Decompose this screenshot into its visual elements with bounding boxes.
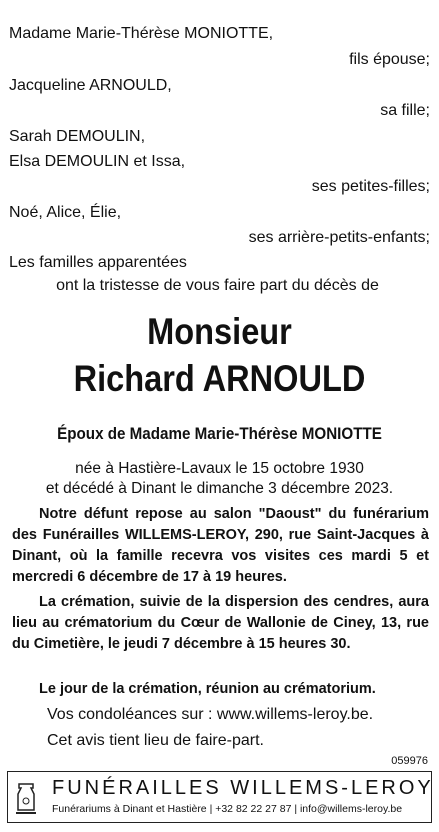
announcement-line: ont la tristesse de vous faire part du décès de xyxy=(56,277,379,294)
funeral-home-name: FUNÉRAILLES WILLEMS-LEROY xyxy=(52,777,434,799)
deceased-title: Monsieur xyxy=(147,311,292,352)
family-line-10: Les familles apparentées xyxy=(9,254,187,271)
deceased-name: Richard ARNOULD xyxy=(73,358,366,399)
reference-number: 059976 xyxy=(391,755,428,767)
family-line-9: ses arrière-petits-enfants; xyxy=(248,229,430,246)
family-line-5: Sarah DEMOULIN, xyxy=(9,128,146,145)
funeral-home-contact: Funérariums à Dinant et Hastière | +32 82 22 27 87 | info@willems-leroy.be xyxy=(52,803,403,815)
notice-line: Cet avis tient lieu de faire-part. xyxy=(47,732,264,749)
family-line-1: Madame Marie-Thérèse MONIOTTE, xyxy=(9,25,274,42)
family-line-8: Noé, Alice, Élie, xyxy=(9,204,122,221)
family-line-7: ses petites-filles; xyxy=(311,178,430,195)
family-line-2: fils épouse; xyxy=(349,51,430,68)
cremation-paragraph: La crémation, suivie de la dispersion des cendres, aura lieu au crématorium du Cœur de Wallonie de Ciney, 13, rue du Cimetière, le jeudi 7 décembre à 15 heures 30. xyxy=(12,594,429,652)
family-line-6: Elsa DEMOULIN et Issa, xyxy=(9,153,186,170)
funeral-home-banner xyxy=(7,771,432,823)
condolences-line: Vos condoléances sur : www.willems-leroy.be. xyxy=(47,706,374,723)
family-line-4: sa fille; xyxy=(380,102,430,119)
family-line-3: Jacqueline ARNOULD, xyxy=(9,77,172,94)
spouse-line: Époux de Madame Marie-Thérèse MONIOTTE xyxy=(57,425,382,443)
salon-paragraph: Notre défunt repose au salon "Daoust" du funérarium des Funérailles WILLEMS-LEROY, 290, rue Saint-Jacques à Dinant, où la famille recevra vos visites ces mardi 5 et mercredi 6 décembre de 17 à 19 heures. xyxy=(12,506,429,585)
death-line: et décédé à Dinant le dimanche 3 décembre 2023. xyxy=(45,480,394,497)
funeral-urn-logo-icon xyxy=(14,780,38,816)
reunion-line: Le jour de la crémation, réunion au crématorium. xyxy=(39,681,376,697)
birth-line: née à Hastière-Lavaux le 15 octobre 1930 xyxy=(75,460,364,477)
